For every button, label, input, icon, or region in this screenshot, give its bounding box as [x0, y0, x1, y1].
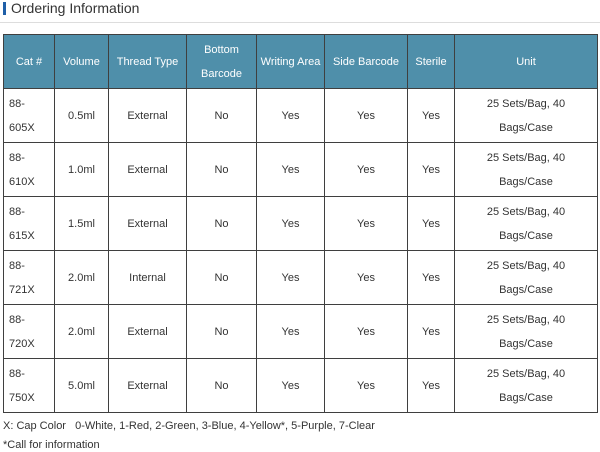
header-bottom-barcode: Bottom Barcode — [187, 35, 257, 89]
cell-side-barcode: Yes — [325, 305, 408, 359]
cell-sterile: Yes — [408, 89, 455, 143]
cell-side-barcode: Yes — [325, 359, 408, 413]
cell-cat: 88-605X — [4, 89, 55, 143]
table-header-row — [4, 35, 598, 89]
cell-cat: 88-720X — [4, 305, 55, 359]
cell-thread-type: External — [109, 197, 187, 251]
cell-bottom-barcode: No — [187, 197, 257, 251]
cell-volume: 5.0ml — [55, 359, 109, 413]
cell-bottom-barcode: No — [187, 89, 257, 143]
cell-cat: 88-721X — [4, 251, 55, 305]
cell-bottom-barcode: No — [187, 359, 257, 413]
cell-volume: 0.5ml — [55, 89, 109, 143]
cell-writing-area: Yes — [257, 251, 325, 305]
cell-writing-area: Yes — [257, 305, 325, 359]
table-row — [4, 89, 598, 143]
cell-unit: 25 Sets/Bag, 40 Bags/Case — [455, 305, 598, 359]
section-header — [0, 0, 600, 23]
header-sterile: Sterile — [408, 35, 455, 89]
cell-bottom-barcode: No — [187, 143, 257, 197]
cell-sterile: Yes — [408, 143, 455, 197]
cell-thread-type: External — [109, 143, 187, 197]
cell-writing-area: Yes — [257, 197, 325, 251]
cap-color-note: X: Cap Color 0-White, 1-Red, 2-Green, 3-Blue, 4-Yellow*, 5-Purple, 7-Clear — [3, 420, 375, 432]
cell-unit: 25 Sets/Bag, 40 Bags/Case — [455, 89, 598, 143]
cell-bottom-barcode: No — [187, 305, 257, 359]
cell-side-barcode: Yes — [325, 197, 408, 251]
header-side-barcode: Side Barcode — [325, 35, 408, 89]
table-row — [4, 359, 598, 413]
cell-volume: 2.0ml — [55, 305, 109, 359]
header-thread-type: Thread Type — [109, 35, 187, 89]
cell-cat: 88-750X — [4, 359, 55, 413]
table-row — [4, 143, 598, 197]
cell-cat: 88-610X — [4, 143, 55, 197]
cell-thread-type: External — [109, 89, 187, 143]
cell-writing-area: Yes — [257, 143, 325, 197]
cell-thread-type: External — [109, 359, 187, 413]
cell-writing-area: Yes — [257, 89, 325, 143]
table-row — [4, 305, 598, 359]
cell-unit: 25 Sets/Bag, 40 Bags/Case — [455, 359, 598, 413]
cell-side-barcode: Yes — [325, 251, 408, 305]
header-volume: Volume — [55, 35, 109, 89]
header-writing-area: Writing Area — [257, 35, 325, 89]
cell-sterile: Yes — [408, 251, 455, 305]
table-row — [4, 197, 598, 251]
cell-unit: 25 Sets/Bag, 40 Bags/Case — [455, 143, 598, 197]
header-cat: Cat # — [4, 35, 55, 89]
cell-unit: 25 Sets/Bag, 40 Bags/Case — [455, 251, 598, 305]
cell-bottom-barcode: No — [187, 251, 257, 305]
cell-sterile: Yes — [408, 197, 455, 251]
cell-writing-area: Yes — [257, 359, 325, 413]
call-note: *Call for information — [3, 439, 100, 451]
cell-unit: 25 Sets/Bag, 40 Bags/Case — [455, 197, 598, 251]
title-accent-bar — [3, 2, 6, 15]
cell-sterile: Yes — [408, 359, 455, 413]
ordering-table — [3, 34, 598, 413]
cell-side-barcode: Yes — [325, 143, 408, 197]
cell-side-barcode: Yes — [325, 89, 408, 143]
cell-volume: 2.0ml — [55, 251, 109, 305]
header-unit: Unit — [455, 35, 598, 89]
cell-thread-type: Internal — [109, 251, 187, 305]
cell-volume: 1.5ml — [55, 197, 109, 251]
table-row — [4, 251, 598, 305]
cell-cat: 88-615X — [4, 197, 55, 251]
cell-sterile: Yes — [408, 305, 455, 359]
section-title: Ordering Information — [11, 0, 140, 16]
cell-volume: 1.0ml — [55, 143, 109, 197]
cell-thread-type: External — [109, 305, 187, 359]
